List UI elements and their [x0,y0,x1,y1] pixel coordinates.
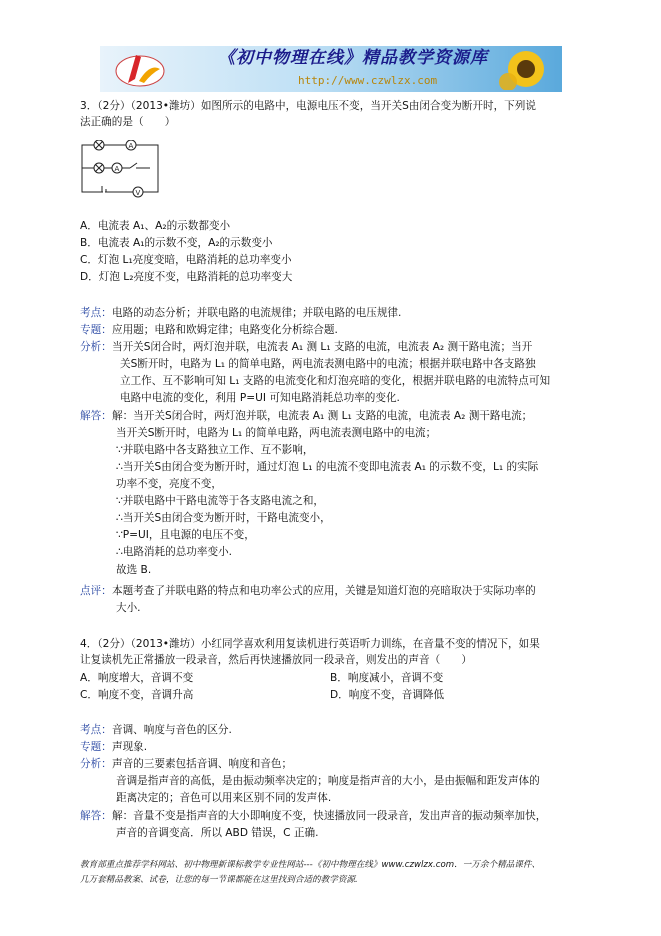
footer-line-2: 几万套精品教案、试卷，让您的每一节课都能在这里找到合适的教学资源. [80,875,358,885]
svg-text:V: V [135,189,141,197]
q4-stem-line-1: 4．（2分）（2013•潍坊）小红同学喜欢利用复读机进行英语听力训练，在音量不变的情况下，如果 [80,638,540,650]
q3-stem-line-2: 法正确的是（ ） [80,116,176,128]
q4-fenxi-label: 分析： [80,758,112,770]
q3-fenxi-line: 当开关S闭合时，两灯泡并联，电流表 A₁ 测 L₁ 支路的电流，电流表 A₂ 测干路电流；当开 [112,341,533,353]
q3-fenxi-line: 关S断开时，电路为 L₁ 的简单电路，两电流表测电路中的电流；根据并联电路中各支路独 [120,358,536,370]
q4-zhuanti-text: 声现象. [112,741,148,753]
q3-jieda-line: 故选 B. [116,564,152,576]
q4-option-d: D．响度不变，音调降低 [330,689,445,701]
q3-option-a: A．电流表 A₁、A₂的示数都变小 [80,220,231,232]
q3-fenxi-line: 电路中电流的变化，利用 P=UI 可知电路消耗总功率的变化. [120,392,400,404]
banner-title: 《初中物理在线》精品教学资源库 [218,48,488,68]
site-logo-icon [114,49,166,89]
q4-zhuanti-label: 专题： [80,741,112,753]
q3-jieda-line: ∵P=UI，且电源的电压不变， [116,529,255,541]
q3-circuit-diagram [80,140,164,200]
q3-dianping-line: 本题考查了并联电路的特点和电功率公式的应用，关键是知道灯泡的亮暗取决于实际功率的 [112,585,536,597]
q4-jieda-line: 声音的音调变高．所以 ABD 错误，C 正确. [116,827,319,839]
q4-option-a: A．响度增大，音调不变 [80,672,194,684]
q3-jieda-line: ∴当开关S由闭合变为断开时，通过灯泡 L₁ 的电流不变即电流表 A₁ 的示数不变，L₁ 的实际 [116,461,539,473]
q4-stem-line-2: 让复读机先正常播放一段录音，然后再快速播放同一段录音，则发出的声音（ ） [80,654,472,666]
q3-zhuanti-label: 专题： [80,324,112,336]
sunflower-icon [496,48,556,90]
banner-url: http://www.czwlzx.com [298,74,438,87]
q3-jieda-line: 解：当开关S闭合时，两灯泡并联，电流表 A₁ 测 L₁ 支路的电流，电流表 A₂ 测干路电流； [112,410,533,422]
svg-text:A: A [128,142,134,150]
q3-fenxi-label: 分析： [80,341,112,353]
q3-jieda-line: ∵并联电路中各支路独立工作、互不影响， [116,444,314,456]
q3-stem-line-1: 3．（2分）（2013•潍坊）如图所示的电路中，电源电压不变，当开关S由闭合变为断开时，下列说 [80,100,536,112]
q3-dianping-line: 大小. [116,602,141,614]
q3-kaodian-text: 电路的动态分析；并联电路的电流规律；并联电路的电压规律. [112,307,402,319]
q3-zhuanti-text: 应用题；电路和欧姆定律；电路变化分析综合题. [112,324,338,336]
q3-fenxi-line: 立工作、互不影响可知 L₁ 支路的电流变化和灯泡亮暗的变化，根据并联电路的电流特点可知 [120,375,551,387]
q3-option-b: B．电流表 A₁的示数不变，A₂的示数变小 [80,237,273,249]
footer-line-1: 教育部重点推荐学科网站、初中物理新课标教学专业性网站---《初中物理在线》www.czwlzx.com．一万余个精品课件、 [80,860,541,870]
q3-jieda-label: 解答： [80,410,112,422]
q3-jieda-line: 功率不变，亮度不变， [116,478,222,490]
header-banner [100,46,562,92]
q3-jieda-line: ∵并联电路中干路电流等于各支路电流之和， [116,495,325,507]
q4-kaodian-label: 考点： [80,724,112,736]
q4-fenxi-line: 声音的三要素包括音调、响度和音色； [112,758,293,770]
q3-jieda-line: 当开关S断开时，电路为 L₁ 的简单电路，两电流表测电路中的电流； [116,427,437,439]
q3-jieda-line: ∴当开关S由闭合变为断开时，干路电流变小， [116,512,331,524]
q4-fenxi-line: 音调是指声音的高低，是由振动频率决定的；响度是指声音的大小，是由振幅和距发声体的 [116,775,540,787]
q4-option-b: B．响度减小，音调不变 [330,672,444,684]
q4-kaodian-text: 音调、响度与音色的区分. [112,724,232,736]
q3-kaodian-label: 考点： [80,307,112,319]
q4-option-c: C．响度不变，音调升高 [80,689,194,701]
q4-jieda-line: 解：音量不变是指声音的大小即响度不变，快速播放同一段录音，发出声音的振动频率加快， [112,810,547,822]
q3-option-c: C．灯泡 L₁亮度变暗，电路消耗的总功率变小 [80,254,292,266]
q4-jieda-label: 解答： [80,810,112,822]
q3-jieda-line: ∴电路消耗的总功率变小. [116,546,233,558]
q3-option-d: D．灯泡 L₂亮度不变，电路消耗的总功率变大 [80,271,293,283]
q3-dianping-label: 点评： [80,585,112,597]
q4-fenxi-line: 距离决定的；音色可以用来区别不同的发声体. [116,792,332,804]
svg-text:A: A [114,165,120,173]
